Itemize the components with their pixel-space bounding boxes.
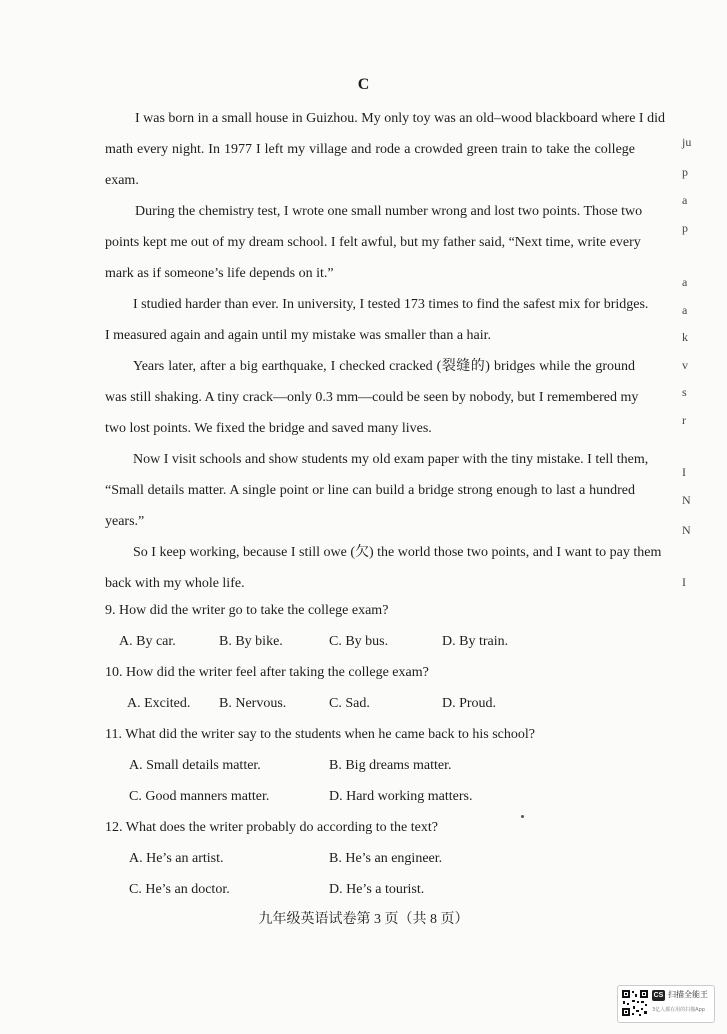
option-c[interactable]: C. Sad. (329, 696, 370, 711)
margin-letter: a (682, 275, 688, 289)
passage-line: exam. (105, 173, 139, 188)
margin-letter: a (682, 193, 688, 207)
option-c[interactable]: C. He’s an doctor. (129, 882, 230, 897)
margin-letter: p (682, 165, 688, 179)
passage-line: “Small details matter. A single point or line can build a bridge strong enough to last a hundred (105, 483, 635, 498)
option-b[interactable]: B. He’s an engineer. (329, 851, 443, 866)
question-stem: 12. What does the writer probably do according to the text? (105, 820, 438, 835)
margin-letter: ju (682, 135, 692, 149)
reading-passage (105, 108, 665, 604)
page-footer: 九年级英语试卷第 3 页（共 8 页） (258, 912, 469, 927)
question-options (105, 848, 635, 879)
option-c[interactable]: C. By bus. (329, 634, 389, 649)
passage-line: back with my whole life. (105, 576, 245, 591)
margin-letter: p (682, 221, 688, 235)
camscanner-logo: CS (653, 992, 664, 999)
option-a[interactable]: A. He’s an artist. (129, 851, 224, 866)
margin-letter: v (682, 358, 688, 372)
question-options (105, 755, 635, 786)
option-c[interactable]: C. Good manners matter. (129, 789, 270, 804)
option-d[interactable]: D. Proud. (442, 696, 497, 711)
qr-code-icon (621, 989, 649, 1017)
passage-line: two lost points. We fixed the bridge and saved many lives. (105, 421, 432, 436)
margin-letter: I (682, 465, 686, 479)
passage-line: So I keep working, because I still owe (欠) the world those two points, and I want to pay them (133, 545, 662, 560)
scanner-watermark (617, 985, 715, 1023)
margin-letter: N (682, 493, 691, 507)
option-a[interactable]: A. By car. (119, 634, 176, 649)
margin-letter: N (682, 523, 691, 537)
question-options (105, 631, 635, 662)
passage-line: mark as if someone’s life depends on it.” (105, 266, 334, 281)
question-options (105, 693, 635, 724)
passage-line: Now I visit schools and show students my old exam paper with the tiny mistake. I tell them, (133, 452, 649, 467)
section-label: C (357, 76, 370, 93)
margin-letter: k (682, 330, 688, 344)
scanner-app-name: 扫描全能王 (668, 990, 708, 999)
passage-line: Years later, after a big earthquake, I checked cracked (裂缝的) bridges while the ground (133, 359, 635, 374)
option-a[interactable]: A. Small details matter. (129, 758, 261, 773)
margin-letter: I (682, 575, 686, 589)
question-options (105, 879, 635, 910)
passage-line: points kept me out of my dream school. I felt awful, but my father said, “Next time, write every (105, 235, 641, 250)
option-a[interactable]: A. Excited. (127, 696, 191, 711)
question-stem: 11. What did the writer say to the students when he came back to his school? (105, 727, 536, 742)
questions-section (105, 600, 635, 910)
passage-line: I was born in a small house in Guizhou. My only toy was an old–wood blackboard where I did (135, 111, 665, 126)
passage-line: I measured again and again until my mistake was smaller than a hair. (105, 328, 492, 343)
passage-line: During the chemistry test, I wrote one small number wrong and lost two points. Those two (135, 204, 643, 219)
passage-line: I studied harder than ever. In university, I tested 173 times to find the safest mix for bridges. (133, 297, 649, 312)
option-d[interactable]: D. He’s a tourist. (329, 882, 425, 897)
option-b[interactable]: B. By bike. (219, 634, 283, 649)
scanner-tagline: 3亿人都在用的扫描App (652, 1007, 705, 1013)
passage-line: math every night. In 1977 I left my village and rode a crowded green train to take the college (105, 142, 635, 157)
option-b[interactable]: B. Nervous. (219, 696, 287, 711)
margin-letter: r (682, 413, 686, 427)
passage-line: was still shaking. A tiny crack—only 0.3 mm—could be seen by nobody, but I remembered my (105, 390, 639, 405)
option-d[interactable]: D. Hard working matters. (329, 789, 473, 804)
scan-speck (521, 815, 524, 818)
question-stem: 10. How did the writer feel after taking the college exam? (105, 665, 429, 680)
question-options (105, 786, 635, 817)
question-stem: 9. How did the writer go to take the college exam? (105, 603, 389, 618)
option-b[interactable]: B. Big dreams matter. (329, 758, 452, 773)
option-d[interactable]: D. By train. (442, 634, 509, 649)
margin-letter: a (682, 303, 688, 317)
passage-line: years.” (105, 514, 145, 529)
margin-letter: s (682, 385, 687, 399)
